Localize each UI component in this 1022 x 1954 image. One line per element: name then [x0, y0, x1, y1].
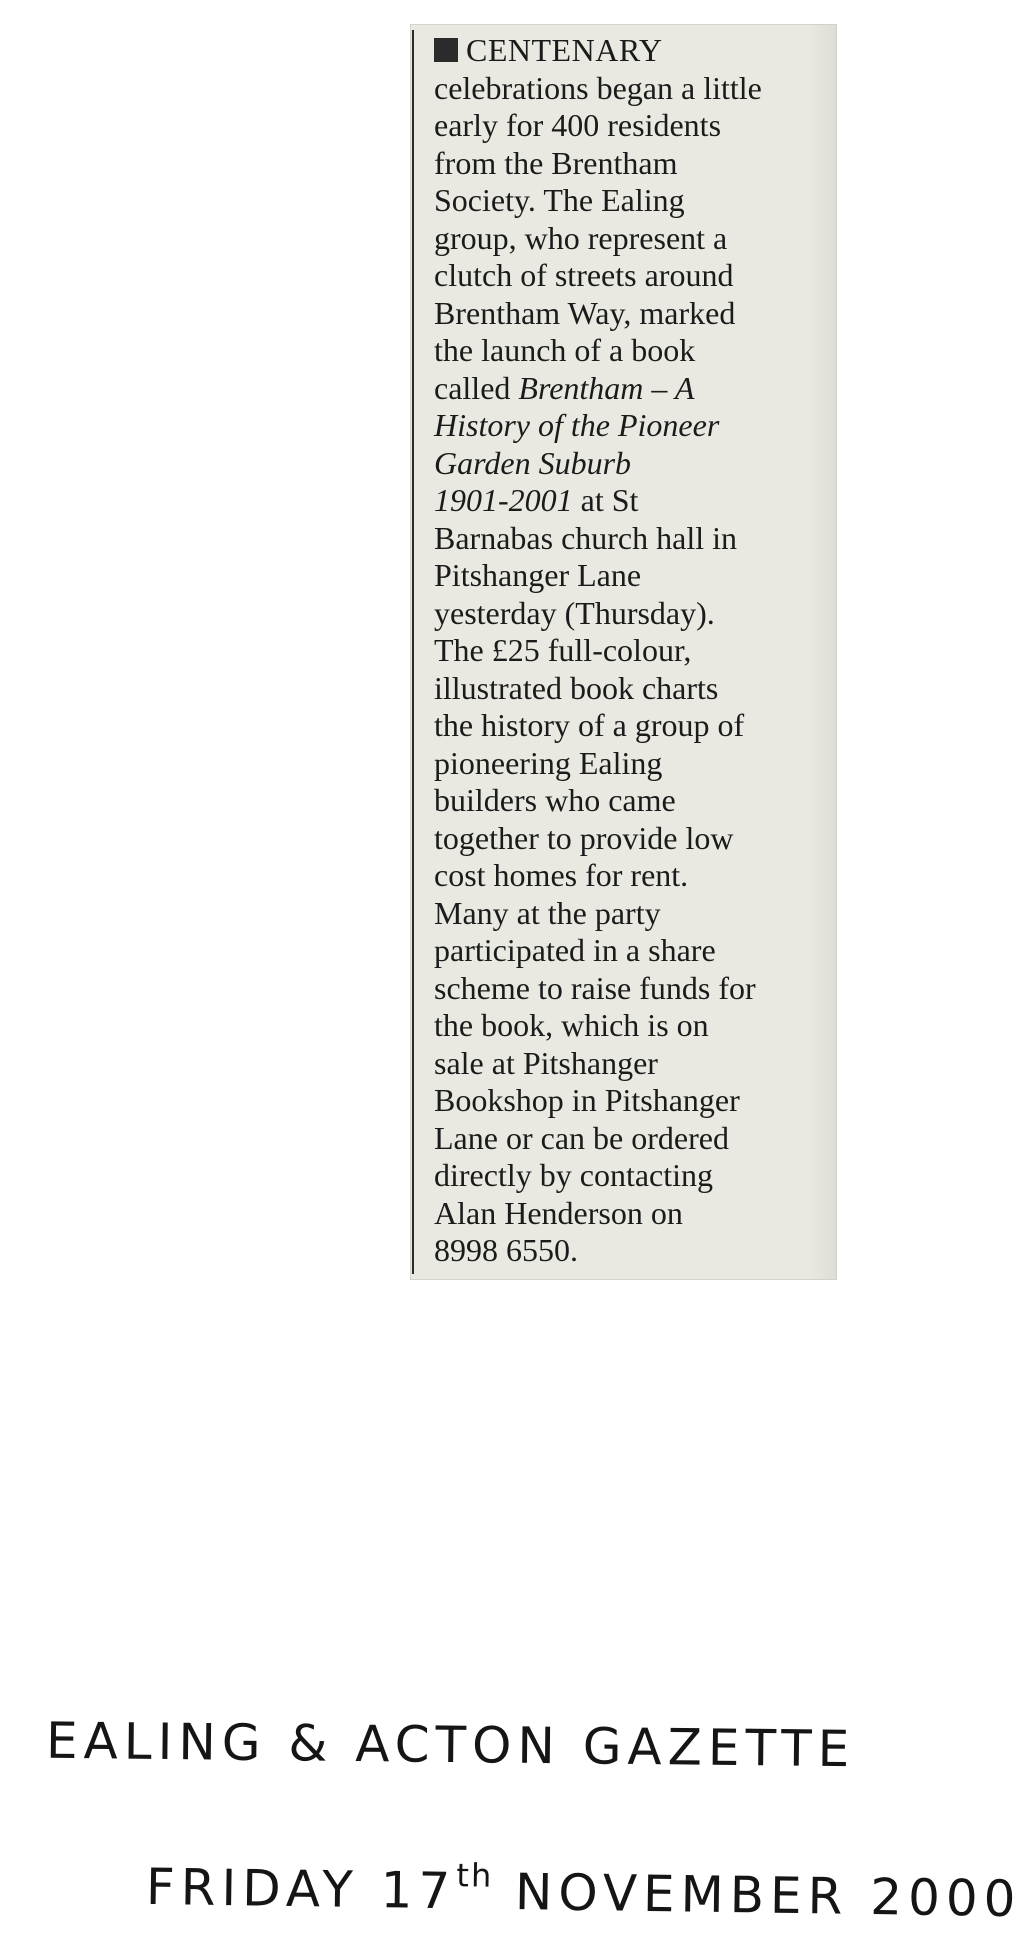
- date-prefix: FRIDAY 17: [145, 1857, 457, 1921]
- article-line: celebrations began a little: [434, 69, 762, 106]
- article-line: The £25 full-colour,: [434, 632, 692, 668]
- kicker: CENTENARY: [466, 32, 663, 68]
- book-title: Brentham – A: [518, 369, 695, 406]
- article-text: at St: [572, 482, 639, 518]
- article-line: Lane or can be ordered: [434, 1119, 729, 1156]
- kicker-line: [434, 32, 830, 70]
- article-text: called: [434, 369, 519, 406]
- article-line: directly by contacting: [434, 1157, 714, 1193]
- book-title-line: Garden Suburb: [434, 444, 632, 481]
- article-line: illustrated book charts: [434, 669, 719, 706]
- book-title: 1901-2001: [434, 482, 573, 518]
- article-line: group, who represent a: [434, 219, 728, 256]
- article-line: 8998 6550.: [434, 1232, 578, 1268]
- square-bullet-icon: [434, 38, 458, 62]
- article-line: scheme to raise funds for: [434, 969, 756, 1006]
- article-line: Alan Henderson on: [434, 1194, 683, 1231]
- article-line: the book, which is on: [434, 1007, 709, 1043]
- article-line: Society. The Ealing: [434, 182, 685, 218]
- article-line: Bookshop in Pitshanger: [434, 1082, 740, 1118]
- article-line: pioneering Ealing: [434, 744, 663, 781]
- article-line: Barnabas church hall in: [434, 519, 737, 556]
- date-ordinal-suffix: th: [456, 1856, 494, 1895]
- article-line: the launch of a book: [434, 332, 696, 368]
- handwritten-publication-name: EALING & ACTON GAZETTE: [45, 1711, 856, 1779]
- article-line: early for 400 residents: [434, 107, 722, 143]
- article-line: yesterday (Thursday).: [434, 594, 715, 631]
- article-line: cost homes for rent.: [434, 857, 689, 893]
- article-line: sale at Pitshanger: [434, 1044, 658, 1081]
- article-line-with-title: [434, 370, 830, 408]
- article-line: Brentham Way, marked: [434, 294, 736, 331]
- article-line: Pitshanger Lane: [434, 557, 642, 593]
- article-line: from the Brentham: [434, 144, 678, 181]
- article-line: Many at the party: [434, 894, 661, 931]
- article-line-with-title: [434, 482, 830, 520]
- column-rule: [412, 30, 414, 1274]
- article-line: clutch of streets around: [434, 257, 734, 293]
- book-title-line: History of the Pioneer: [434, 407, 720, 443]
- article-body: [434, 32, 830, 1270]
- article-line: the history of a group of: [434, 707, 745, 743]
- article-line: builders who came: [434, 782, 676, 818]
- article-line: participated in a share: [434, 932, 716, 968]
- newspaper-clipping: [410, 24, 837, 1280]
- article-line: together to provide low: [434, 819, 734, 856]
- date-rest: NOVEMBER 2000: [492, 1862, 1022, 1929]
- handwritten-date: [146, 1852, 1022, 1928]
